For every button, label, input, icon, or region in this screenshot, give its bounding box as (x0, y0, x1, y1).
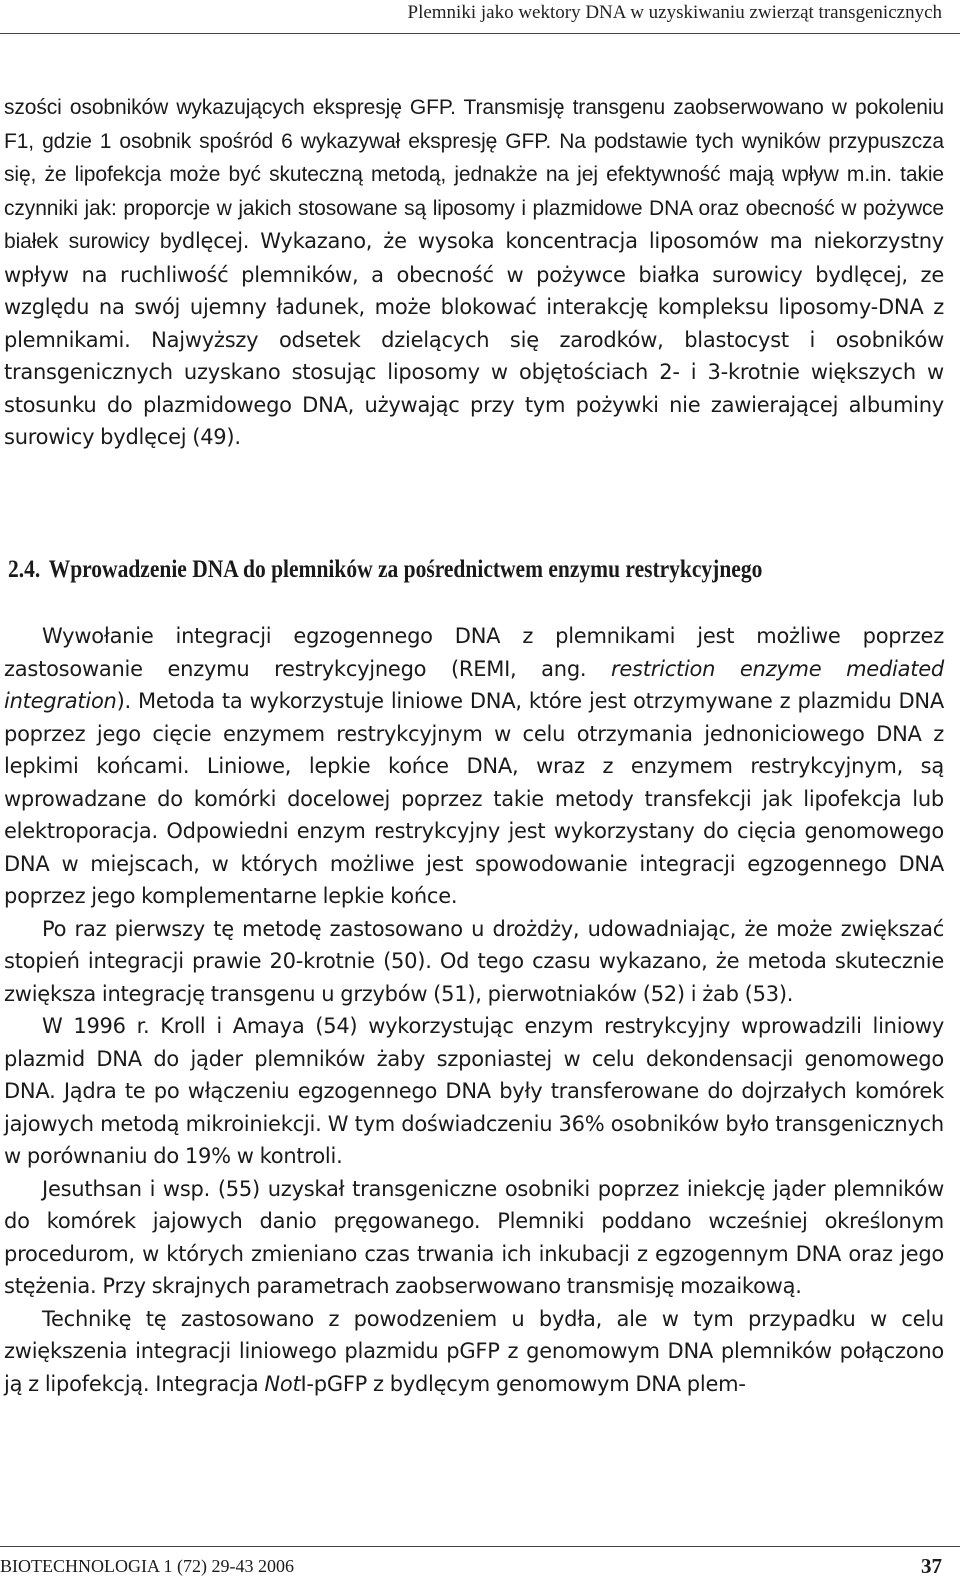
paragraph-6-text-a: Technikę tę zastosowano z powodzeniem u bydła, ale w tym przypadku w celu zwiększenia integracji liniowego plazmidu pGFP z genomowym DNA plemników połączono ją z lipofekcją. Integracja (4, 1306, 944, 1396)
paragraph-6-italic: Not (264, 1371, 301, 1396)
paragraph-2 (4, 620, 944, 913)
footer-divider (0, 1546, 960, 1547)
section-heading (8, 556, 816, 584)
paragraph-2-text-b: ). Metoda ta wykorzystuje liniowe DNA, które jest otrzymywane z plazmidu DNA poprzez jego cięcie enzymem restrykcyjnym w celu otrzymania jednoniciowego DNA z lepkimi końcami. Liniowe, lepkie końce DNA, wraz z enzymem restrykcyjnym, są wprowadzane do komórki docelowej poprzez takie metody transfekcji jak lipofekcja lub elektroporacja. Odpowiedni enzym restrykcyjny jest wykorzystany do cięcia genomowego DNA w miejscach, w których możliwe jest spowodowanie integracji egzogennego DNA poprzez jego komplementarne lepkie końce. (4, 689, 944, 908)
paragraph-1-part-b: dlęcej. Wykazano, że wysoka koncentracja liposomów ma niekorzystny wpływ na ruchliwość plemników, a obecność w pożywce białka surowicy bydlęcej, ze względu na swój ujemny ładunek, może blokować interakcję kompleksu liposomy-DNA z plemnikami. Najwyższy odsetek dzielących się zarodków, blastocyst i osobników transgenicznych uzyskano stosując liposomy w objętościach 2- i 3-krotnie większych w stosunku do plazmidowego DNA, używając przy tym pożywki nie zawierającej albuminy surowicy bydlęcej (49). (4, 229, 944, 449)
paragraph-1 (4, 91, 944, 454)
paragraph-2-text-a: Wywołanie integracji egzogennego DNA z plemnikami jest możliwe poprzez zastosowanie enzymu restrykcyjnego (REMI, ang. (4, 624, 944, 681)
paragraph-2-italic: restriction enzyme mediated integration (4, 656, 944, 713)
paragraph-6 (4, 1303, 944, 1401)
paragraph-1-part-a: szości osobników wykazujących ekspresję GFP. Transmisję transgenu zaobserwowano w pokoleniu F1, gdzie 1 osobnik spośród 6 wykazywał ekspresję GFP. Na podstawie tych wyników przypuszcza się, że lipofekcja może być skuteczną metodą, jednakże na jej efektywność mają wpływ m.in. takie czynniki jak: proporcje w jakich stosowane są liposomy i plazmidowe DNA oraz obecność w pożywce białek surowicy by (4, 96, 944, 253)
section-title: Wprowadzenie DNA do plemników za pośrednictwem enzymu restrykcyjnego (48, 556, 763, 583)
header-divider (0, 33, 960, 34)
paragraph-6-text-b: I-pGFP z bydlęcym genomowym DNA plem- (300, 1371, 746, 1396)
journal-citation: BIOTECHNOLOGIA 1 (72) 29-43 2006 (0, 1556, 294, 1576)
paragraph-5: Jesuthsan i wsp. (55) uzyskał transgeniczne osobniki poprzez iniekcję jąder plemników do komórek jajowych danio pręgowanego. Plemniki poddano wcześniej określonym procedurom, w których zmieniano czas trwania ich inkubacji z egzogennym DNA oraz jego stężenia. Przy skrajnych parametrach zaobserwowano transmisję mozaikową. (4, 1176, 944, 1298)
paragraph-4: W 1996 r. Kroll i Amaya (54) wykorzystując enzym restrykcyjny wprowadzili liniowy plazmid DNA do jąder plemników żaby szponiastej w celu dekondensacji genomowego DNA. Jądra te po włączeniu egzogennego DNA były transferowane do dojrzałych komórek jajowych metodą mikroiniekcji. W tym doświadczeniu 36% osobników było transgenicznych w porównaniu do 19% w kontroli. (4, 1014, 944, 1168)
page-number: 37 (921, 1554, 942, 1578)
running-head: Plemniki jako wektory DNA w uzyskiwaniu zwierząt transgenicznych (407, 2, 942, 23)
section-body (4, 620, 944, 1400)
section-number: 2.4. (8, 556, 41, 583)
paragraph-3: Po raz pierwszy tę metodę zastosowano u drożdży, udowadniając, że może zwiększać stopień integracji prawie 20-krotnie (50). Od tego czasu wykazano, że metoda skutecznie zwiększa integrację transgenu u grzybów (51), pierwotniaków (52) i żab (53). (4, 916, 944, 1006)
